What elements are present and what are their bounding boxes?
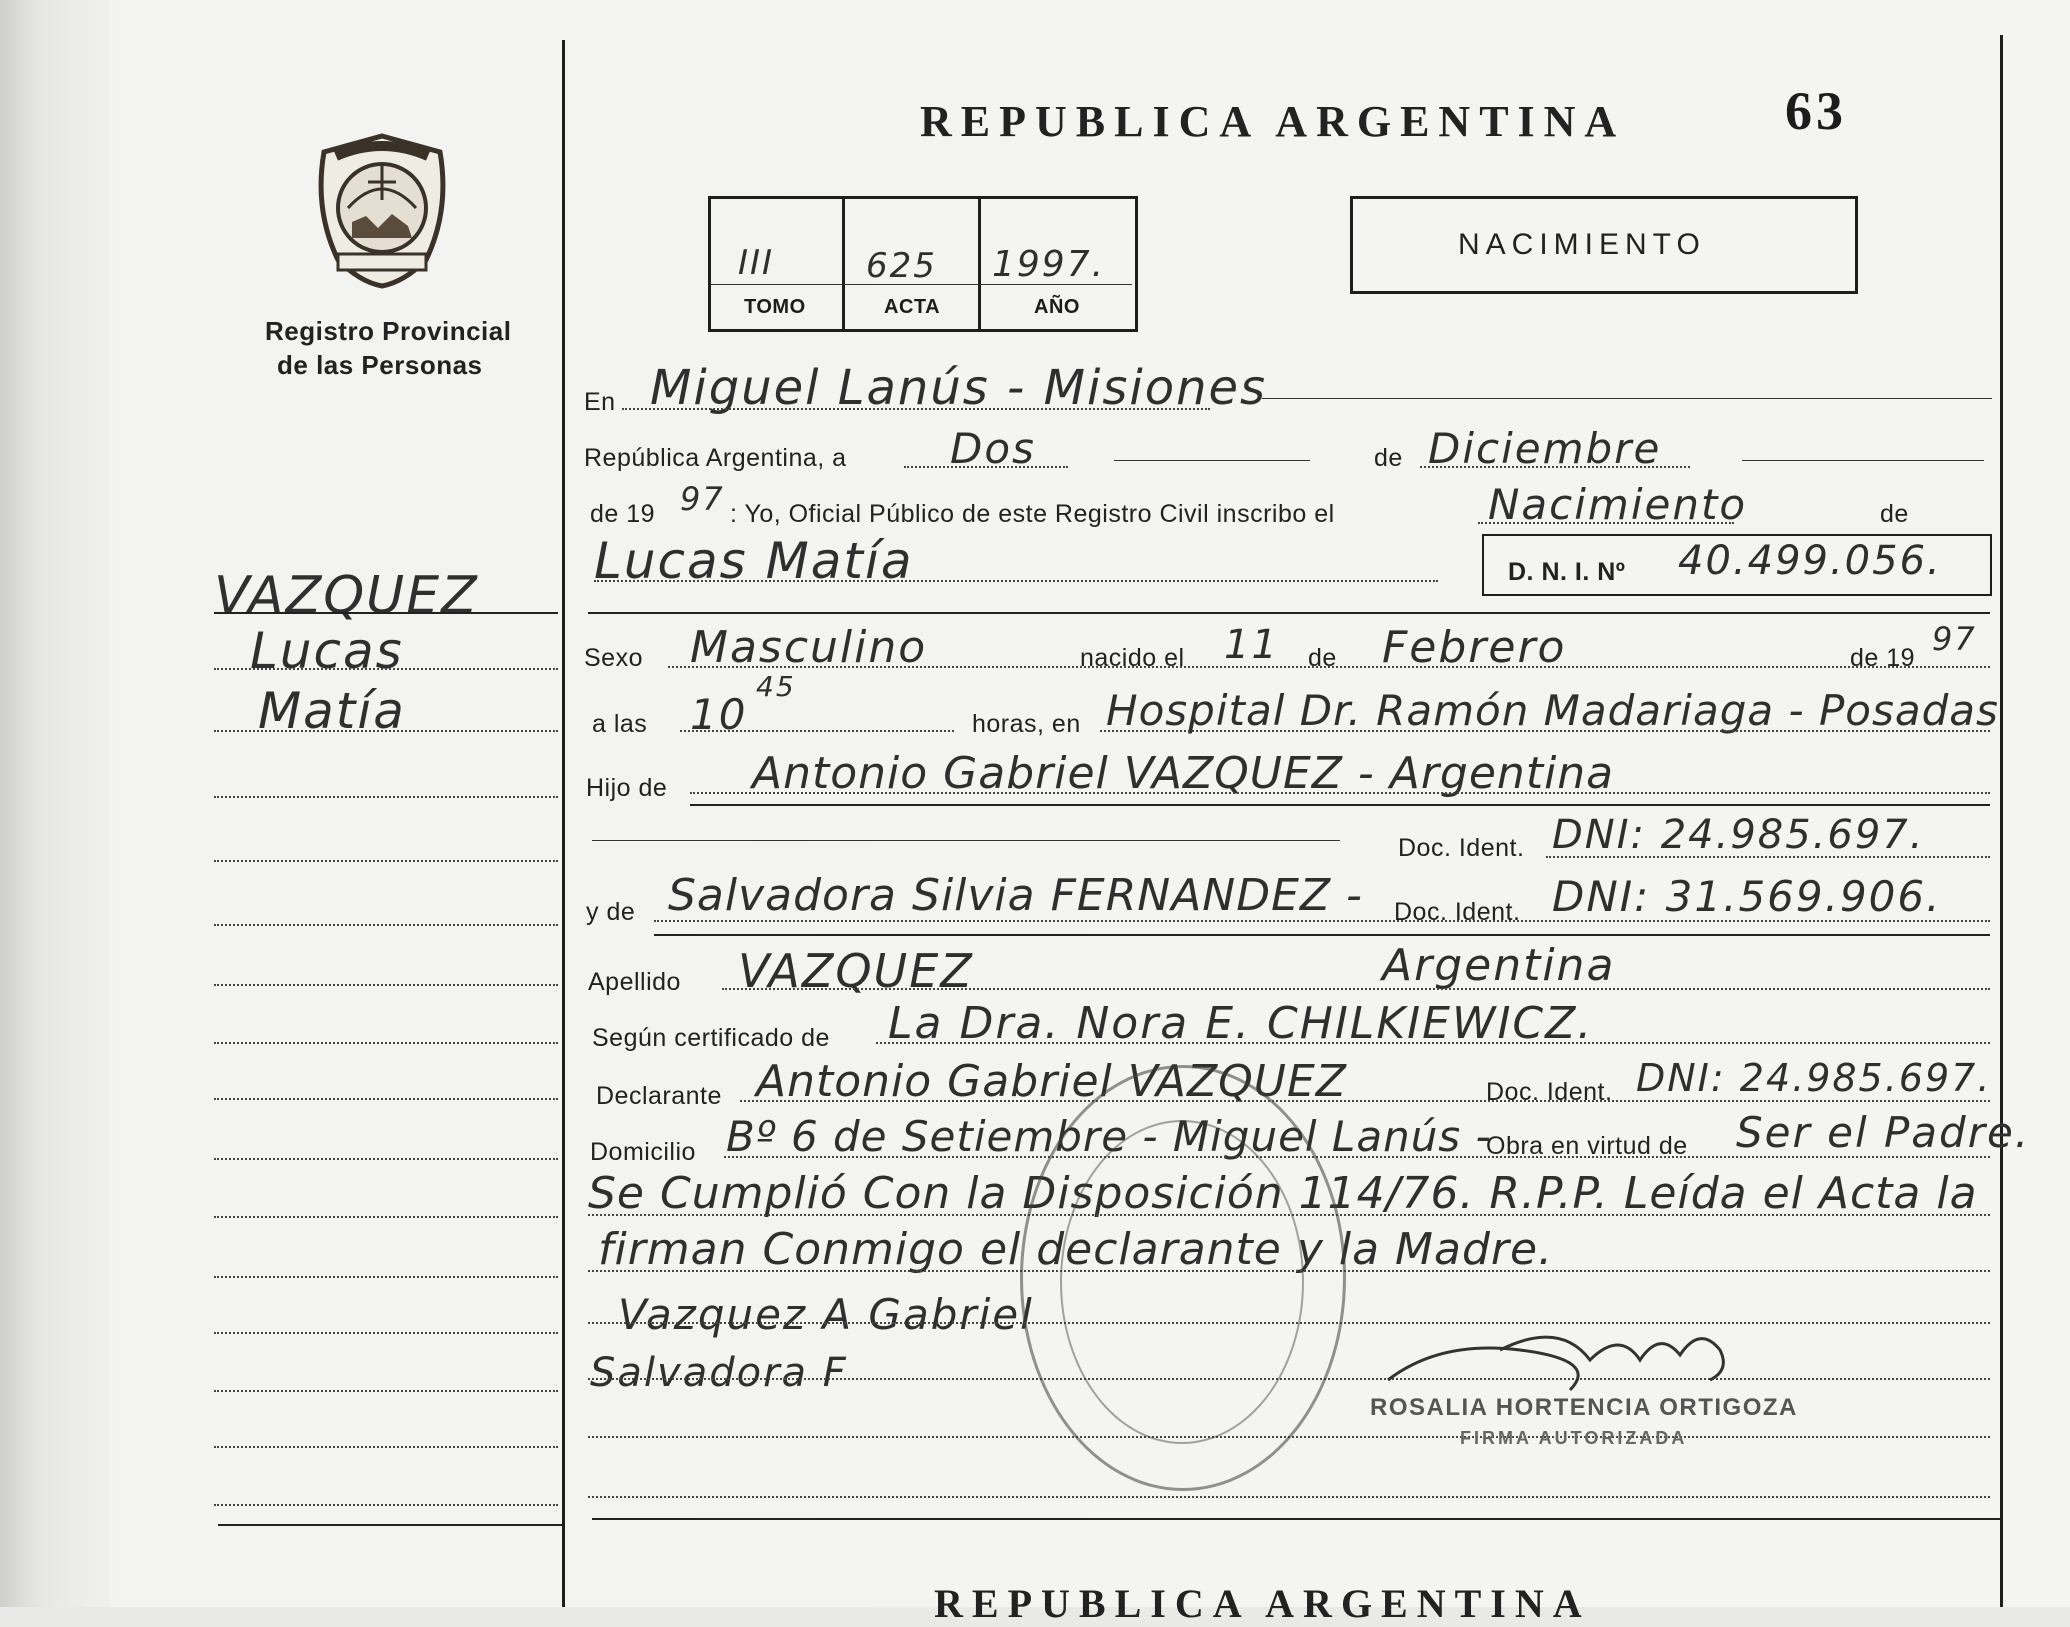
de-label-3: de: [1308, 644, 1337, 672]
tomo-value: III: [738, 243, 775, 283]
apellido-value: VAZQUEZ: [738, 944, 974, 998]
margin-line: [214, 796, 558, 798]
tomo-label: TOMO: [744, 296, 806, 318]
field-line: [588, 1496, 1990, 1498]
margin-line: [214, 924, 558, 926]
margin-bottom-rule: [218, 1524, 562, 1526]
alas-label: a las: [592, 710, 648, 738]
birth-year-label: de 19: [1850, 644, 1916, 672]
registry-stamp-inner-ring: [1060, 1120, 1304, 1444]
act-kind-value: Nacimiento: [1488, 480, 1748, 529]
field-line: [722, 988, 1990, 990]
child-name-value: Lucas Matía: [594, 532, 914, 590]
book-binding: [0, 0, 110, 1607]
birth-place-value: Hospital Dr. Ramón Madariaga - Posadas: [1106, 686, 1999, 735]
field-line: [680, 730, 954, 732]
field-line: [724, 1156, 1990, 1158]
acta-value: 625: [866, 246, 937, 286]
de-label-2: de: [1880, 500, 1909, 528]
segun-label: Según certificado de: [592, 1024, 830, 1052]
place-value: Miguel Lanús - Misiones: [650, 360, 1268, 416]
domicilio-label: Domicilio: [590, 1138, 696, 1166]
declarante-value: Antonio Gabriel VAZQUEZ: [756, 1056, 1347, 1107]
field-line: [740, 1100, 1990, 1102]
de-label: de: [1374, 444, 1403, 472]
field-line: [668, 666, 1990, 668]
margin-line: [214, 1390, 558, 1392]
margin-line: [214, 730, 558, 732]
margin-surname-rule: [214, 612, 558, 614]
margin-line: [214, 1098, 558, 1100]
republica-label: República Argentina, a: [584, 444, 847, 472]
next-page-title: REPUBLICA ARGENTINA: [934, 1581, 1591, 1626]
official-role: FIRMA AUTORIZADA: [1460, 1428, 1688, 1448]
margin-surname: VAZQUEZ: [214, 566, 479, 626]
registry-name-line1: Registro Provincial: [265, 316, 512, 346]
day-value: Dos: [950, 424, 1036, 473]
field-line: [654, 920, 1990, 922]
sexo-label: Sexo: [584, 644, 643, 672]
field-line: [622, 408, 1210, 410]
declarante-label: Declarante: [596, 1082, 722, 1110]
year-suffix-value: 97: [680, 480, 725, 518]
registration-statement: : Yo, Oficial Público de este Registro Civil inscribo el: [730, 500, 1335, 528]
section-rule: [592, 1518, 2000, 1520]
margin-line: [214, 668, 558, 670]
document-title: REPUBLICA ARGENTINA: [920, 97, 1626, 146]
section-rule: [690, 804, 1990, 806]
father-doc-value: DNI: 24.985.697.: [1552, 812, 1925, 858]
record-box-divider-1: [842, 196, 845, 330]
doc-label-declarante: Doc. Ident.: [1486, 1078, 1613, 1106]
margin-line: [214, 1042, 558, 1044]
misiones-seal-icon: [308, 130, 456, 295]
obra-label: Obra en virtud de: [1486, 1132, 1688, 1160]
signature-mother: Salvadora F: [590, 1350, 848, 1396]
birth-day-value: 11: [1224, 622, 1279, 668]
declarante-doc-value: DNI: 24.985.697.: [1636, 1056, 1992, 1100]
field-line: [1546, 856, 1990, 858]
domicilio-value: Bº 6 de Setiembre - Miguel Lanús -: [726, 1112, 1492, 1161]
field-line: [1114, 460, 1310, 461]
note-line-2: firman Conmigo el declarante y la Madre.: [598, 1224, 1554, 1275]
margin-first-name: Lucas: [250, 622, 404, 680]
registry-name-line2: de las Personas: [277, 350, 483, 380]
right-border-rule: [2000, 35, 2003, 1607]
field-line: [1478, 522, 1734, 524]
record-box-divider-2: [978, 196, 981, 330]
acta-label: ACTA: [884, 296, 941, 318]
en-label: En: [584, 388, 616, 416]
margin-line: [214, 1332, 558, 1334]
margin-line: [214, 1504, 558, 1506]
field-line: [1742, 460, 1984, 461]
birth-month-value: Febrero: [1382, 622, 1567, 673]
doc-label-mother: Doc. Ident.: [1394, 898, 1521, 926]
field-line: [1262, 398, 1992, 399]
field-line: [690, 792, 1990, 794]
father-value: Antonio Gabriel VAZQUEZ - Argentina: [752, 748, 1615, 799]
field-line: [1420, 466, 1690, 468]
yde-label: y de: [586, 898, 636, 926]
field-line: [592, 840, 1340, 841]
left-column-rule: [562, 40, 565, 1607]
margin-line: [214, 860, 558, 862]
margin-line: [214, 984, 558, 986]
nationality-value: Argentina: [1382, 940, 1616, 991]
section-rule: [654, 934, 1990, 936]
dni-value: 40.499.056.: [1678, 538, 1942, 584]
dni-label: D. N. I. Nº: [1508, 558, 1626, 586]
field-line: [876, 1042, 1990, 1044]
horas-label: horas, en: [972, 710, 1081, 738]
sexo-value: Masculino: [690, 622, 928, 673]
record-type: NACIMIENTO: [1458, 228, 1706, 261]
ano-label: AÑO: [1034, 296, 1080, 318]
margin-line: [214, 1446, 558, 1448]
apellido-label: Apellido: [588, 968, 681, 996]
margin-second-name: Matía: [258, 682, 406, 740]
margin-line: [214, 1276, 558, 1278]
field-line: [1100, 730, 1990, 732]
field-line: [904, 466, 1068, 468]
note-line-1: Se Cumplió Con la Disposición 114/76. R.P.P. Leída el Acta la: [588, 1168, 1978, 1219]
obra-value: Ser el Padre.: [1736, 1108, 2031, 1157]
signature-father: Vazquez A Gabriel: [618, 1290, 1034, 1339]
field-line: [594, 580, 1438, 582]
nacido-label: nacido el: [1080, 644, 1185, 672]
mother-value: Salvadora Silvia FERNANDEZ -: [668, 870, 1363, 921]
page-number: 63: [1785, 81, 1847, 141]
minutes-value: 45: [756, 670, 796, 703]
doc-label-father: Doc. Ident.: [1398, 834, 1525, 862]
certificado-value: La Dra. Nora E. CHILKIEWICZ.: [888, 998, 1594, 1049]
hijo-label: Hijo de: [586, 774, 668, 802]
ano-value: 1997.: [992, 244, 1106, 285]
birth-year-value: 97: [1932, 620, 1977, 658]
margin-line: [214, 1216, 558, 1218]
hour-value: 10: [690, 690, 748, 739]
margin-line: [214, 1158, 558, 1160]
year-prefix-label: de 19: [590, 500, 656, 528]
section-rule: [588, 612, 1990, 614]
month-value: Diciembre: [1428, 424, 1662, 473]
mother-doc-value: DNI: 31.569.906.: [1552, 872, 1942, 921]
official-name: ROSALIA HORTENCIA ORTIGOZA: [1370, 1394, 1798, 1421]
